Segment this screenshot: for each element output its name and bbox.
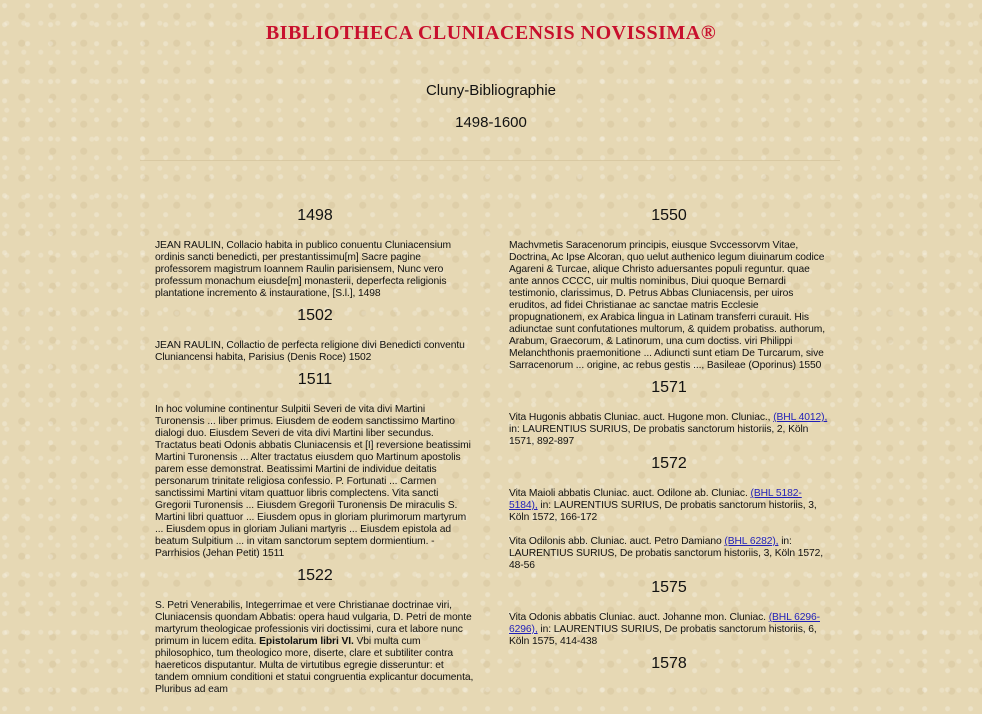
bhl-link[interactable]: (BHL 6296-6296), <box>509 612 820 635</box>
entry-bold-title: Epistolarum libri VI. <box>259 636 354 647</box>
bibliography-entry <box>509 612 829 648</box>
entry-text: Vita Maioli abbatis Cluniac. auct. Odilone ab. Cluniac. <box>509 488 748 499</box>
entry-text: in: LAURENTIUS SURIUS, De probatis sanctorum historiis, 3, Köln 1572, 48-56 <box>509 536 823 571</box>
bhl-link[interactable]: (BHL 5182-5184), <box>509 488 802 511</box>
bibliography-entry: JEAN RAULIN, Collacio habita in publico conuentu Cluniacensium ordinis sancti benedicti, per prestantissimu[m] Sacre pagine professorem magistrum Ioannem Raulin parisiensem, Nunc vero professum monachum eiusde[m] monasterii, deperfecta religionis plantatione incremento & instauratione, [S.l.], 1498 <box>155 240 452 299</box>
year-heading: 1571 <box>651 379 687 396</box>
year-heading: 1572 <box>651 455 687 472</box>
entry-text: S. Petri Venerabilis, Integerrimae et vere Christianae doctrinae viri, Cluniacensis quondam Abbatis: opera haud vulgaria, D. Petri de monte martyrum theologicae professionis viri doctissimi, cura et labore nunc primum in lucem edita. <box>155 600 472 647</box>
year-heading: 1575 <box>651 579 687 596</box>
period-range: 1498-1600 <box>455 114 527 131</box>
bhl-link[interactable]: (BHL 6282), <box>724 536 779 547</box>
bibliography-entry: JEAN RAULIN, Collactio de perfecta religione divi Benedicti conventu Cluniancensi habita, Parisius (Denis Roce) 1502 <box>155 340 465 363</box>
bibliography-entry <box>509 412 829 448</box>
site-title: BIBLIOTHECA CLUNIACENSIS NOVISSIMA® <box>265 22 717 44</box>
bibliography-entry: Machvmetis Saracenorum principis, eiusque Svccessorvm Vitae, Doctrina, Ac Ipse Alcoran, quo uelut authenico legum diuinarum codice Agareni & Turcae, alique Christo aduersantes populi reguntur. quae ante annos CCCC, uir multis nominibus, Diui quoque Bernardi testimonio, clarissimus, D. Petrus Abbas Cluniacensis, per uiros eruditos, ad fidei Christianae ac sanctae matris Ecclesie propugnationem, ex Arabica lingua in Latinam transferri curauit. His adiunctae sunt confutationes multorum, & quidem probatiss. authorum, Arabum, Graecorum, & Latinorum, una cum doctiss. viri Philippi Melanchthonis praemonitione ... Adiuncti sunt etiam De Turcarum, sive Sarracenorum ... origine, ac rebus gestis ..., Basileae (Oporinus) 1550 <box>509 240 826 371</box>
entry-text: in: LAURENTIUS SURIUS, De probatis sanctorum historiis, 2, Köln 1571, 892-897 <box>509 424 809 447</box>
divider <box>140 160 840 161</box>
bibliography-entry: In hoc volumine continentur Sulpitii Severi de vita divi Martini Turonensis ... liber primus. Eiusdem de eodem sanctissimo Martino dialogi duo. Eiusdem Severi de vita divi Martini liber secundus. Tractatus beati Odonis abbatis Cluniacensis et [I] reversione beatissimi Martini Turonensis ... Alter tractatus eiusdem quo Martinum apostolis parem esse demonstrat. Beatissimi Martini de individue deitatis personarum trinitate religiosa confessio. P. Fortunati ... Carmen sanctissimi Martini vitam quattuor libris complectens. Vita sancti Gregorii Turonensis ... Eiusdem Gregorii Turonensis De miraculis S. Martini libri quattuor ... Eiusdem opus in gloriam plurimorum martyrum ... Eiusdem opus in gloriam Juliani martyris ... Eiusdem epistola ad beatum Sulpitium ... in vitam sanctorum septem dormientium. - Parrhisios (Jehan Petit) 1511 <box>155 404 471 559</box>
entry-text: Vita Odilonis abb. Cluniac. auct. Petro Damiano <box>509 536 722 547</box>
bibliography-entry <box>509 536 829 572</box>
year-heading: 1522 <box>297 567 333 584</box>
bibliography-entry <box>155 600 475 696</box>
year-heading: 1502 <box>297 307 333 324</box>
entry-text: Vita Hugonis abbatis Cluniac. auct. Hugone mon. Cluniac., <box>509 412 771 423</box>
entry-text: in: LAURENTIUS SURIUS, De probatis sanctorum historiis, 6, Köln 1575, 414-438 <box>509 624 817 647</box>
entry-text: Vita Odonis abbatis Cluniac. auct. Johanne mon. Cluniac. <box>509 612 766 623</box>
bhl-link[interactable]: (BHL 4012), <box>773 412 828 423</box>
left-column <box>155 200 475 696</box>
year-heading: 1498 <box>297 207 333 224</box>
bibliography-entry <box>509 488 829 524</box>
page-subtitle: Cluny-Bibliographie <box>425 82 557 99</box>
year-heading: 1578 <box>651 655 687 672</box>
entry-text: in: LAURENTIUS SURIUS, De probatis sanctorum historiis, 3, Köln 1572, 166-172 <box>509 500 817 523</box>
year-heading: 1511 <box>297 371 333 388</box>
year-heading: 1550 <box>651 207 687 224</box>
entry-text: Vbi multa cum philosophico, tum theologico more, diserte, clare et subtiliter contra haereticos disputantur. Multa de virtutibus egregie disseruntur: et tandem omnium conditioni et statui congruentia explicantur documenta, Pluribus ad eam <box>155 636 474 695</box>
right-column <box>509 200 829 674</box>
